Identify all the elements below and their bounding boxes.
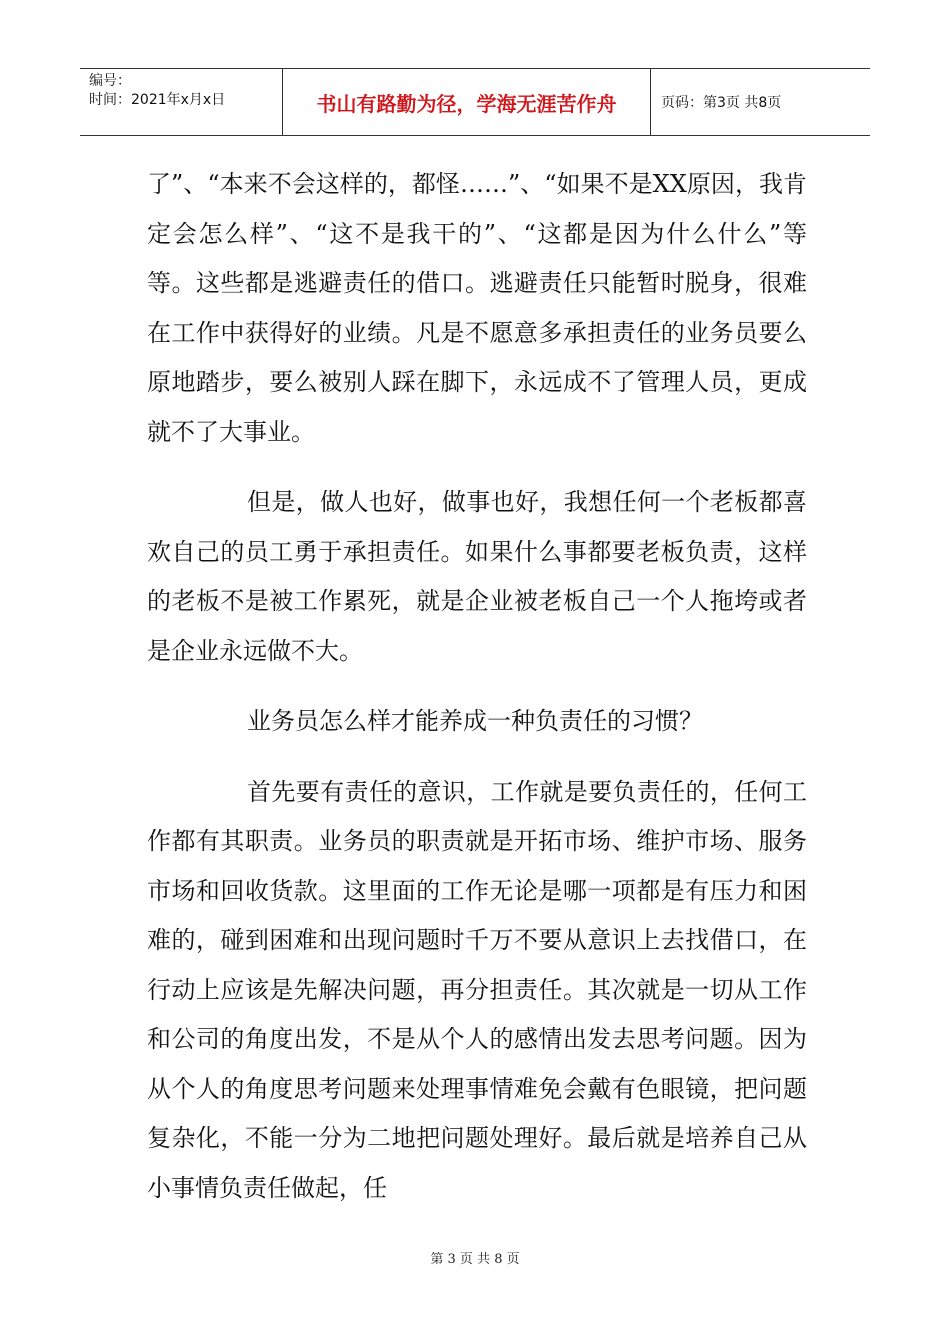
header-meta — [80, 69, 283, 135]
section-question: 业务员怎么样才能养成一种负责任的习惯？ — [247, 707, 703, 735]
document-date: 时间：2021年x月x日 — [89, 92, 226, 108]
page-footer: 第 3 页 共 8 页 — [430, 1252, 520, 1267]
body-paragraph-3: 首先要有责任的意识，工作就是要负责任的，任何工作都有其职责。业务员的职责就是开拓市场、维护市场、服务市场和回收货款。这里面的工作无论是哪一项都是有压力和困难的，碰到困难和出现问题时千万不要从意识上去找借口，在行动上应该是先解决问题，再分担责任。其次就是一切从工作和公司的角度出发，不是从个人的感情出发去思考问题。因为从个人的角度思考问题来处理事情难免会戴有色眼镜，把问题复杂化，不能一分为二地把问题处理好。最后就是培养自己从小事情负责任做起，任 — [147, 777, 807, 1202]
page-header — [80, 68, 870, 136]
document-body — [147, 160, 807, 1213]
body-paragraph-2: 但是，做人也好，做事也好，我想任何一个老板都喜欢自己的员工勇于承担责任。如果什么事都要老板负责，这样的老板不是被工作累死，就是企业被老板自己一个人拖垮或者是企业永远做不大。 — [147, 488, 807, 665]
body-paragraph-1: 了”、“本来不会这样的，都怪……”、“如果不是XX原因，我肯定会怎么样”、“这不是我干的”、“这都是因为什么什么”等等。这些都是逃避责任的借口。逃避责任只能暂时脱身，很难在工作中获得好的业绩。凡是不愿意多承担责任的业务员要么原地踏步，要么被别人踩在脚下，永远成不了管理人员，更成就不了大事业。 — [147, 170, 807, 446]
header-motto: 书山有路勤为径，学海无涯苦作舟 — [283, 69, 651, 135]
header-page-info: 页码：第3页 共8页 — [661, 95, 782, 111]
document-number-label: 编号： — [89, 73, 131, 89]
